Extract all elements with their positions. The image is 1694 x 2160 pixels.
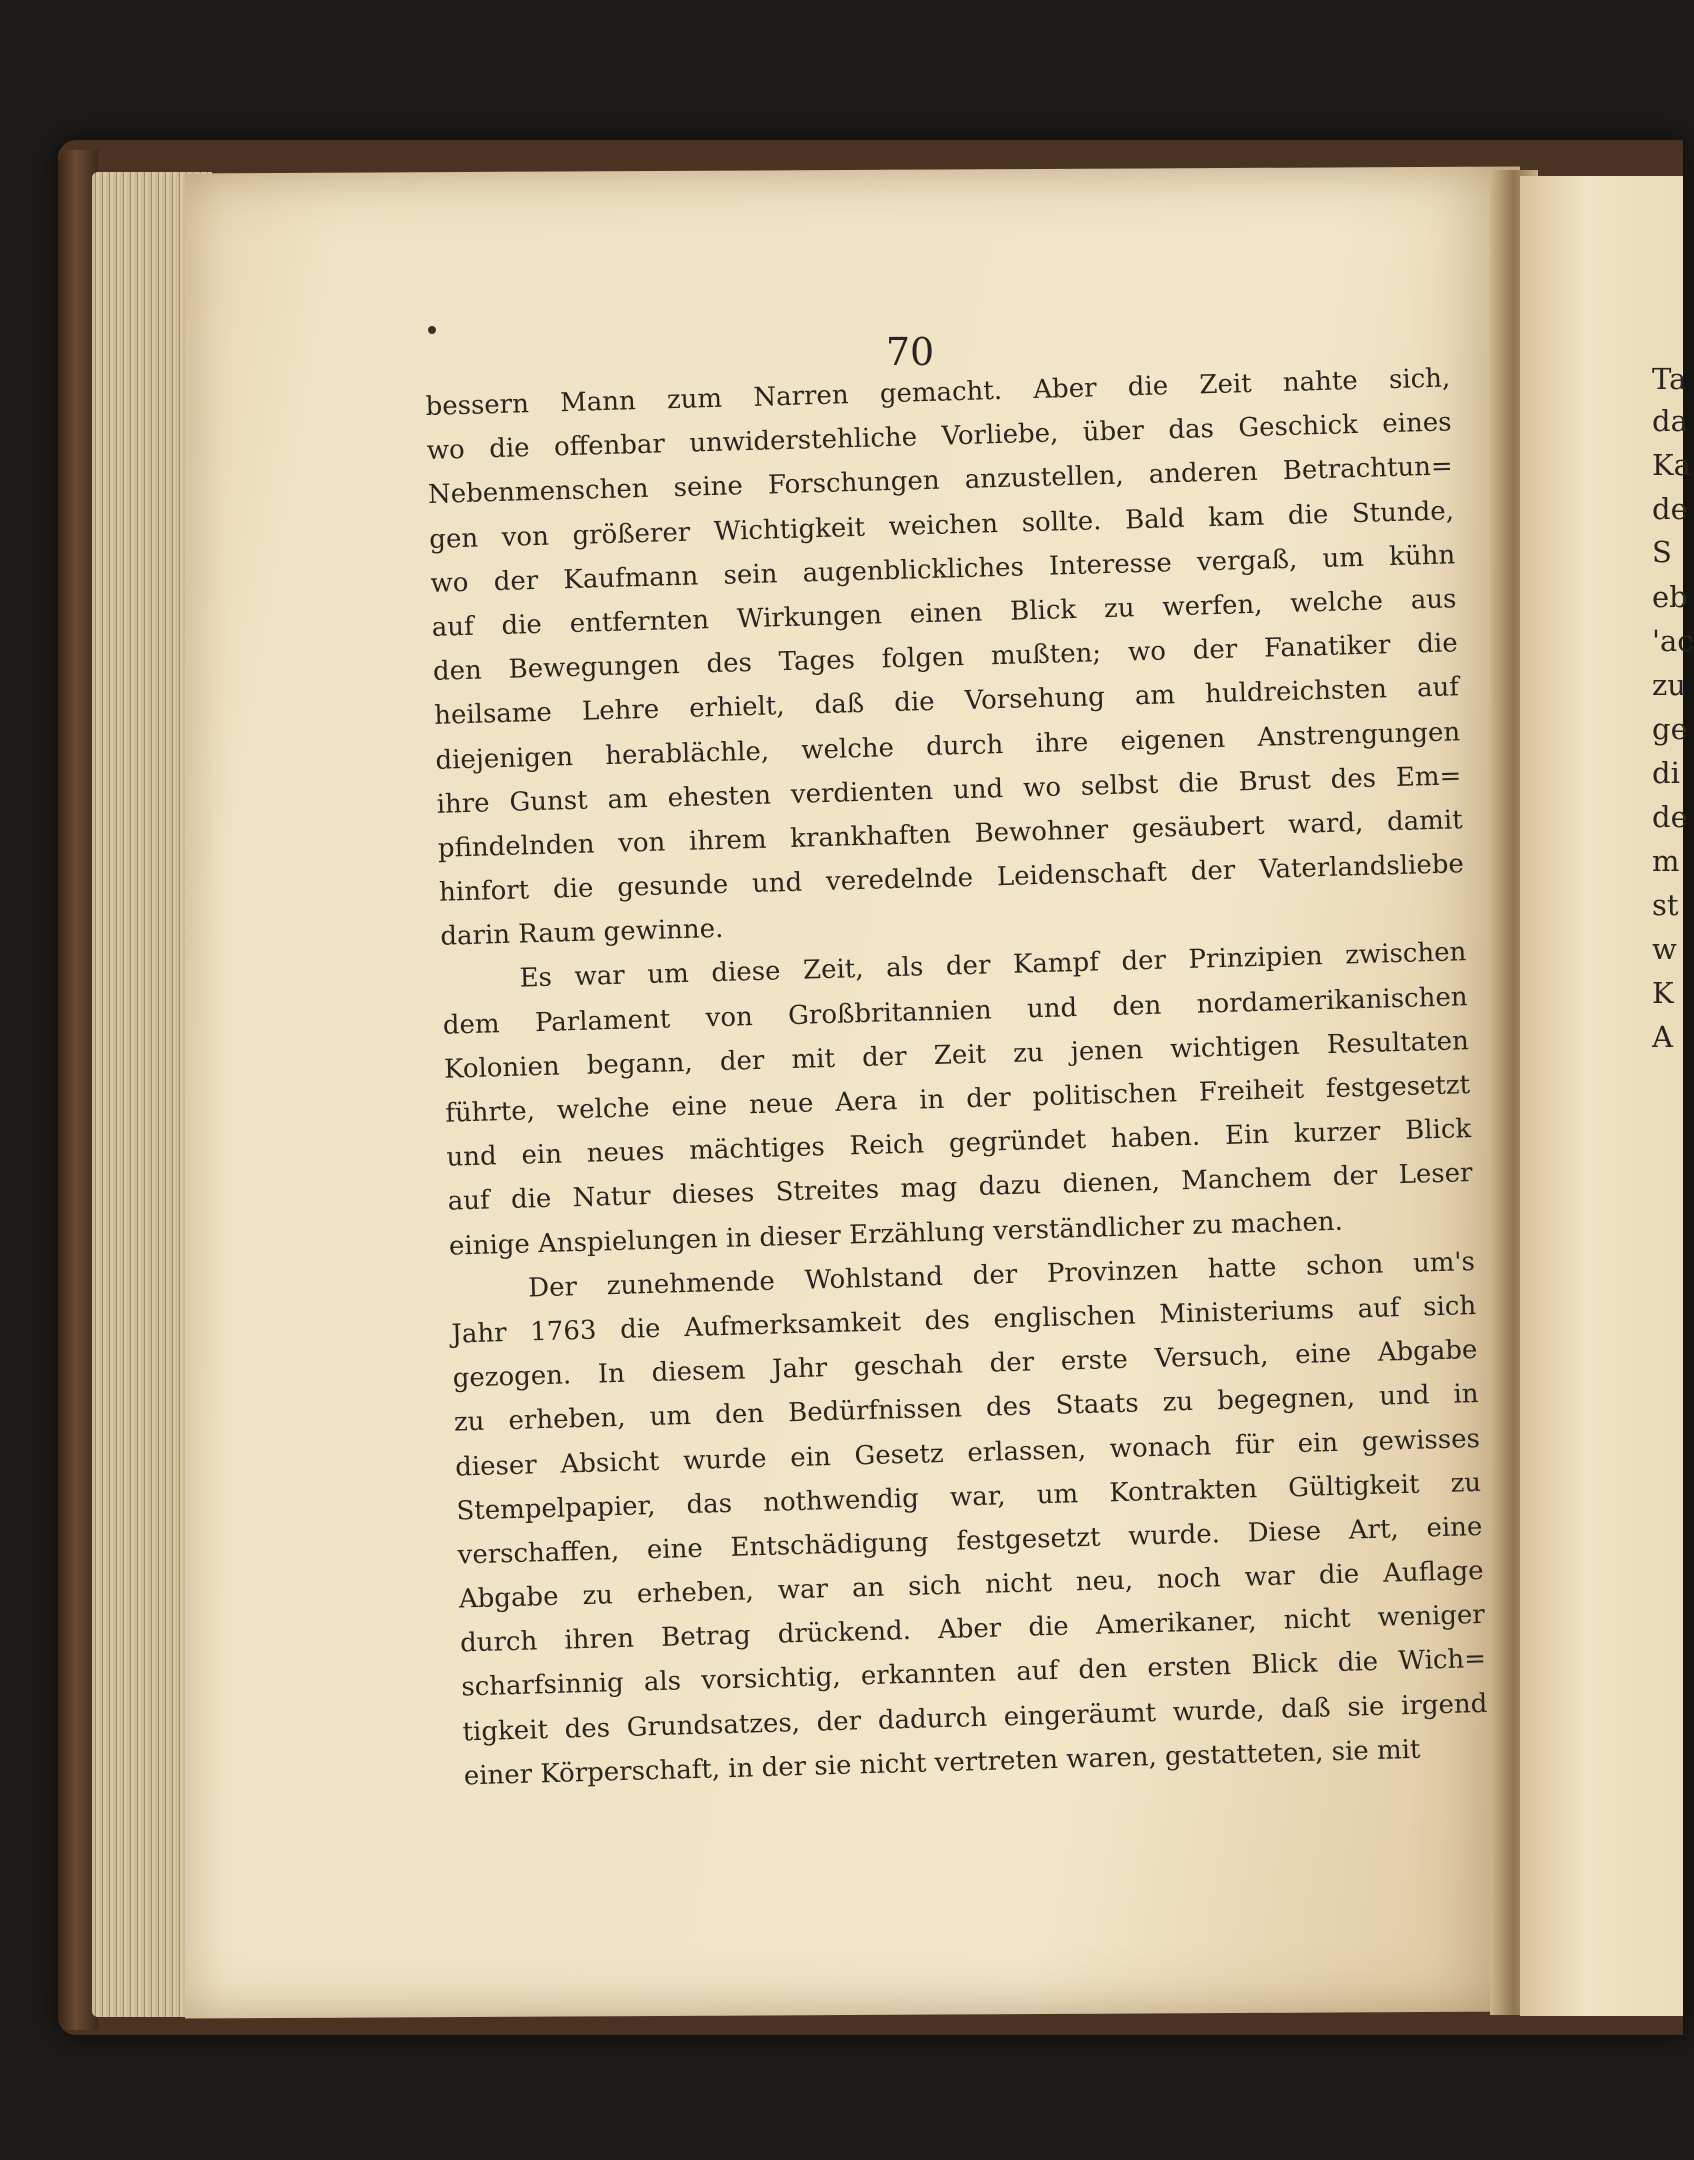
facing-page-fragment: zu [1652,668,1686,702]
facing-page-fragment: Ka [1652,448,1691,482]
text-line: auf die entfernten Wirkungen einen Blick zu werfen, welche aus [431,584,1457,643]
facing-page-fragment: da [1652,404,1688,438]
facing-page-fragment: 'ac [1652,624,1694,658]
ink-speck [428,326,436,334]
paragraph [441,931,1474,1269]
text-line: ihre Gunst am ehesten verdienten und wo selbst die Brust des Em= [436,760,1462,820]
text-line: hinfort die gesunde und veredelnde Leidenschaft der Vaterlandsliebe [438,849,1465,908]
text-line: durch ihren Betrag drückend. Aber die Amerikaner, nicht weniger [459,1600,1486,1659]
facing-page-fragment: w [1652,932,1677,966]
page-number: 70 [885,330,935,374]
facing-page-fragment: st [1652,888,1679,922]
facing-page-fragment: de [1652,800,1688,834]
body-text [425,356,1489,1798]
text-line: bessern Mann zum Narren gemacht. Aber die Zeit nahte sich, [425,363,1451,422]
text-line: gezogen. In diesem Jahr geschah der erste Versuch, eine Abgabe [452,1335,1478,1394]
facing-page-fragment: Ta [1652,362,1687,396]
facing-page-fragment: A [1652,1020,1673,1054]
text-line: heilsame Lehre erhielt, daß die Vorsehung am huldreichsten auf [433,672,1460,732]
text-line: einige Anspielungen in dieser Erzählung verständlicher zu machen. [448,1206,1344,1262]
text-line: tigkeit des Grundsatzes, der dadurch eingeräumt wurde, daß sie irgend [462,1688,1488,1748]
paragraph [425,356,1466,959]
paragraph [450,1240,1489,1799]
facing-page-fragment: m [1652,844,1680,878]
text-line: zu erheben, um den Bedürfnissen des Staats zu begegnen, und in [453,1379,1480,1438]
text-line: dem Parlament von Großbritannien und den nordamerikanischen [442,981,1468,1041]
text-line: wo der Kaufmann sein augenblickliches Interesse vergaß, um kühn [430,540,1456,599]
text-line: Kolonien begann, der mit der Zeit zu jenen wichtigen Resultaten [443,1025,1470,1085]
facing-page-fragment: de [1652,492,1688,526]
text-line: darin Raum gewinne. [440,914,724,953]
text-line: auf die Natur dieses Streites mag dazu dienen, Manchem der Leser [447,1158,1473,1218]
text-line: dieser Absicht wurde ein Gesetz erlassen, wonach für ein gewisses [454,1423,1481,1483]
text-line: pfindelnden von ihrem krankhaften Bewohner gesäubert ward, damit [437,805,1463,864]
text-line: und ein neues mächtiges Reich gegründet haben. Ein kurzer Blick [446,1114,1472,1173]
text-line: scharfsinnig als vorsichtig, erkannten auf den ersten Blick die Wich= [460,1644,1487,1703]
facing-page-fragment: S [1652,535,1672,569]
text-line: wo die offenbar unwiderstehliche Vorliebe, über das Geschick eines [426,407,1452,467]
text-line: Nebenmenschen seine Forschungen anzustellen, anderen Betrachtun= [427,451,1454,511]
facing-page-fragment: eb [1652,580,1688,614]
text-line: einer Körperschaft, in der sie nicht vertreten waren, gestatteten, sie mit [463,1734,1421,1792]
facing-page-fragment: ge [1652,712,1688,746]
text-line: verschaffen, eine Entschädigung festgesetzt wurde. Diese Art, eine [457,1511,1483,1571]
text-line: gen von größerer Wichtigkeit weichen sollte. Bald kam die Stunde, [428,495,1455,555]
text-line: Abgabe zu erheben, war an sich nicht neu, noch war die Auflage [458,1555,1484,1615]
facing-page-fragment: K [1652,976,1674,1010]
text-line: diejenigen herablächle, welche durch ihre eigenen Anstrengungen [435,716,1461,776]
text-line: Jahr 1763 die Aufmerksamkeit des englischen Ministeriums auf sich [451,1290,1477,1350]
text-line: Stempelpapier, das nothwendig war, um Kontrakten Gültigkeit zu [456,1467,1482,1527]
text-line: Der zunehmende Wohlstand der Provinzen hatte schon um's [527,1246,1476,1304]
facing-page-fragment: di [1652,756,1680,790]
text-line: führte, welche eine neue Aera in der politischen Freiheit festgesetzt [444,1070,1471,1129]
text-line: Es war um diese Zeit, als der Kampf der Prinzipien zwischen [519,937,1467,995]
text-line: den Bewegungen des Tages folgen mußten; wo der Fanatiker die [432,628,1459,688]
